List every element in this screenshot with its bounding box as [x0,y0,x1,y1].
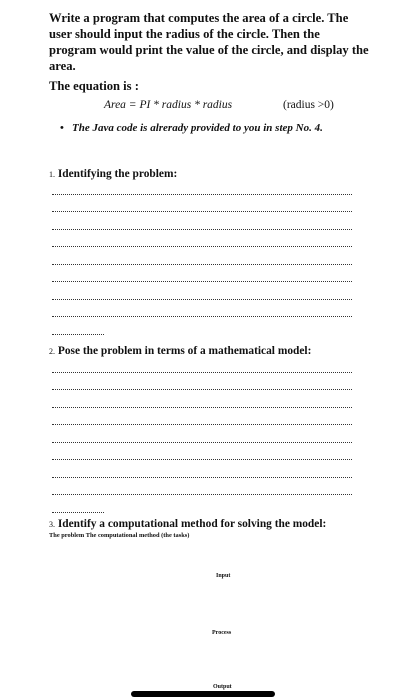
answer-line[interactable] [52,425,352,443]
answer-line[interactable] [52,390,352,408]
input-label: Input [216,573,231,579]
answer-line[interactable] [52,177,352,195]
java-code-note-text: The Java code is alrerady provided to you in step No. 4. [72,122,323,134]
java-code-note [60,121,360,136]
answer-line[interactable] [52,460,352,478]
answer-line[interactable] [52,247,352,265]
answer-line[interactable] [52,195,352,213]
equation-formula: Area = PI * radius * radius [104,99,233,111]
output-label: Output [213,684,232,690]
home-indicator-bar[interactable] [131,691,275,697]
section-3-heading [49,518,326,530]
problem-statement: Write a program that computes the area of a circle. The user should input the radius of the circle. Then the program would print the value of the circle, and display the area. [49,11,369,73]
section-3-caption: The problem The computational method (the tasks) [49,532,190,539]
answer-line[interactable] [52,408,352,426]
section-2-answer-lines[interactable] [52,355,352,513]
section-1-number: 1. [49,170,55,179]
answer-line[interactable] [52,282,352,300]
answer-line[interactable] [52,265,352,283]
section-3-number: 3. [49,520,55,529]
answer-line[interactable] [52,373,352,391]
section-1-answer-lines[interactable] [52,177,352,335]
equation [104,99,334,111]
answer-line[interactable] [52,355,352,373]
section-2-number: 2. [49,347,55,356]
answer-line[interactable] [52,230,352,248]
section-1-title: Identifying the problem: [57,168,178,180]
answer-line[interactable] [52,212,352,230]
section-3-title: Identify a computational method for solving the model: [57,518,327,530]
section-2-title: Pose the problem in terms of a mathematical model: [57,345,312,357]
answer-line[interactable] [52,495,104,513]
answer-line[interactable] [52,317,104,335]
answer-line[interactable] [52,443,352,461]
bullet-marker: • [60,122,64,134]
equation-label: The equation is : [49,79,139,93]
process-label: Process [212,630,232,636]
equation-condition: (radius >0) [283,99,334,111]
answer-line[interactable] [52,300,352,318]
answer-line[interactable] [52,478,352,496]
